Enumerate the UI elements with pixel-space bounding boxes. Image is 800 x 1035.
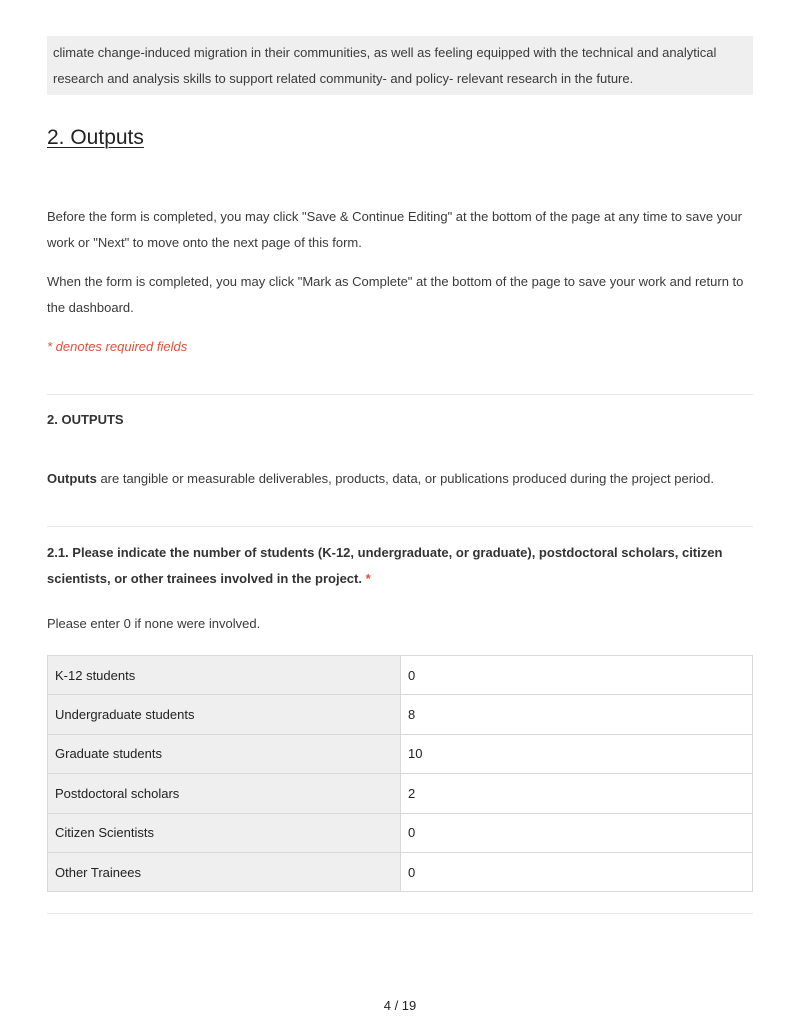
participants-table: [47, 655, 753, 892]
row-value: 2: [401, 774, 753, 813]
row-value: 0: [401, 852, 753, 891]
question-2-1: [47, 540, 753, 592]
subsection-title: 2. OUTPUTS: [47, 412, 124, 427]
row-label: Citizen Scientists: [48, 813, 401, 852]
row-value: 0: [401, 656, 753, 695]
row-value: 0: [401, 813, 753, 852]
mark-complete-instructions: When the form is completed, you may click "Mark as Complete" at the bottom of the page to save your work and return to the dashboard.: [47, 274, 744, 315]
outputs-definition-text: are tangible or measurable deliverables, products, data, or publications produced during the project period.: [96, 471, 714, 486]
row-label: Graduate students: [48, 734, 401, 773]
page-indicator: 4 / 19: [383, 998, 417, 1013]
question-hint: Please enter 0 if none were involved.: [47, 616, 261, 631]
previous-answer-text: climate change-induced migration in their communities, as well as feeling equipped with the technical and analytical research and analysis skills to support related community- and policy- relevant research in the future.: [53, 45, 717, 86]
row-value: 10: [401, 734, 753, 773]
required-marker: *: [365, 571, 371, 586]
question-text: 2.1. Please indicate the number of students (K-12, undergraduate, or graduate), postdoctoral scholars, citizen scientists, or other trainees involved in the project.: [47, 545, 723, 586]
divider: [47, 394, 753, 395]
table-row: [48, 774, 753, 813]
table-row: [48, 734, 753, 773]
section-title: 2. Outputs: [47, 126, 144, 149]
divider: [47, 526, 753, 527]
table-row: [48, 813, 753, 852]
divider: [47, 913, 753, 914]
row-label: Undergraduate students: [48, 695, 401, 734]
table-row: [48, 852, 753, 891]
previous-answer-box: [47, 36, 753, 95]
row-label: Other Trainees: [48, 852, 401, 891]
table-row: [48, 695, 753, 734]
table-row: [48, 656, 753, 695]
row-label: Postdoctoral scholars: [48, 774, 401, 813]
outputs-term: Outputs: [47, 471, 97, 486]
row-label: K-12 students: [48, 656, 401, 695]
save-continue-instructions: Before the form is completed, you may click "Save & Continue Editing" at the bottom of the page at any time to save your work or "Next" to move onto the next page of this form.: [47, 209, 742, 250]
required-fields-note: * denotes required fields: [47, 339, 188, 354]
outputs-definition: [47, 466, 714, 492]
row-value: 8: [401, 695, 753, 734]
